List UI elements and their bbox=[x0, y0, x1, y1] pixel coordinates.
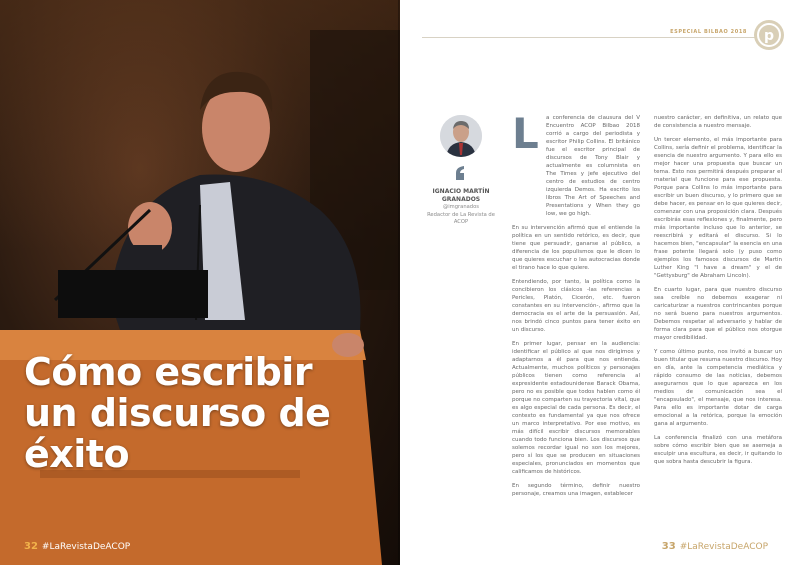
paragraph: a conferencia de clausura del V Encuentro ACOP Bilbao 2018 corrió a cargo del periodista y escritor Philip Collins. El británico fue el escritor principal de discursos de Tony Blair y actualmente es columnista en The Times y jefe ejecutivo del centro de estudios de centro izquierda Demos. Ha escrito los libros The Art of Speeches and Presentations y When they go low, we go high. bbox=[546, 115, 640, 217]
logo-letter: p bbox=[763, 28, 775, 44]
paragraph: En cuarto lugar, para que nuestro discurso sea creíble no debemos exagerar ni caricaturizar a nuestros contrincantes porque no será bueno para nuestros argumentos. Debemos respetar al adversario y hablar de forma clara para que el público nos otorgue mayor credibilidad. bbox=[654, 287, 782, 341]
hashtag: #LaRevistaDeACOP bbox=[41, 542, 131, 552]
title-line: un discurso de bbox=[24, 391, 331, 435]
logo-p-icon bbox=[754, 20, 784, 50]
paragraph: Y como último punto, nos invitó a buscar un buen titular que resuma nuestro discurso. Hoy en día, ante la competencia mediática y rápido consumo de las noticias, debemos asegurarnos que lo que aparezca en los medios de comunicación sea el "encapsulado", el mensaje, que nos interesa. Para ello es importante dotar de carga emocional a la retórica, porque la emoción gana al argumento. bbox=[654, 349, 782, 427]
paragraph: nuestro carácter, en definitiva, un relato que de consistencia a nuestro mensaje. bbox=[654, 115, 782, 129]
article-title bbox=[24, 352, 384, 475]
paragraph: En su intervención afirmó que el entiende la política en un sentido retórico, es decir, que tiene que persuadir, ganarse al público, a diferencia de los populismos que le dicen lo que quieres escuchar o las autocracias donde el tirano hace lo que quiere. bbox=[512, 225, 640, 271]
author-avatar bbox=[440, 115, 482, 157]
title-line: éxito bbox=[24, 432, 130, 476]
section-label: ESPECIAL BILBAO 2018 bbox=[670, 29, 747, 35]
paragraph: Entendiendo, por tanto, la política como la concibieron los clásicos -las referencias a Pericles, Platón, Cicerón, etc. fueron constantes en su intervención-, afirmo que la democracia es el arte de la persuasión. Así, nos brindó cinco puntos para tener éxito en un discurso. bbox=[512, 279, 640, 333]
article-column-1 bbox=[512, 109, 640, 504]
header-rule bbox=[422, 37, 762, 38]
paragraph: Un tercer elemento, el más importante para Collins, sería definir el problema, identificar la esencia de nuestro argumento. Y para ello es mejor hacer una propuesta que buscar un tema. Esto nos permitirá después preparar el material que funcione para ese propuesta. Porque para Collins lo más importante para escribir un buen discurso, y lo primero que se debe hacer, es pensar en lo que quieres decir, comenzar con una proposición clara. Después escribirás esas reflexiones y, finalmente, pero más importante incluso que lo anterior, se reescribirá y editará el discurso. Si lo hacemos bien, "encapsular" la esencia en una frase potente llegará solo (y puso como ejemplos los famosos discursos de Martin Luther King "I have a dream" y el de "Gettysburg" de Abraham Lincoln). bbox=[654, 137, 782, 279]
quote-icon bbox=[454, 165, 468, 181]
paragraph: La conferencia finalizó con una metáfora sobre cómo escribir bien que se asemeja a esculpir una escultura, es decir, ir quitando lo que sobra hasta descubrir la figura. bbox=[654, 435, 782, 465]
hashtag: #LaRevistaDeACOP bbox=[679, 542, 768, 552]
page-number: 33 bbox=[661, 541, 676, 552]
magazine-logo bbox=[754, 20, 784, 50]
author-handle: @imgranados bbox=[443, 204, 479, 210]
right-page bbox=[400, 0, 800, 565]
paragraph: En segundo término, definir nuestro personaje, creamos una imagen, establecer bbox=[512, 483, 640, 497]
title-line: Cómo escribir bbox=[24, 350, 313, 394]
page-number: 32 bbox=[24, 541, 38, 552]
article-column-2 bbox=[654, 114, 782, 472]
drop-cap: L bbox=[512, 109, 539, 158]
author-name: IGNACIO MARTÍN GRANADOS bbox=[432, 188, 490, 203]
author-role: Redactor de La Revista de ACOP bbox=[427, 212, 495, 225]
left-page-footer bbox=[24, 541, 130, 552]
paragraph: En primer lugar, pensar en la audiencia: identificar el público al que nos dirigimos y adaptarnos a él para que nos entienda. Actualmente, muchos políticos y personajes públicos tienen como referencia al expresidente estadounidense Barack Obama, pero no es posible que todos hablen como él porque no comparten su trayectoria vital, que es algo especial de cada persona. Es decir, el contexto es fundamental ya que nos ofrece un marco interpretativo. Por ese motivo, es más difícil escribir discursos memorables cuando todo funciona bien. Los discursos que solemos recordar igual no son los mejores, pero sí los que se producen en situaciones especiales, pronunciados en momentos que calificamos de históricos. bbox=[512, 341, 640, 475]
right-page-footer bbox=[662, 541, 768, 552]
